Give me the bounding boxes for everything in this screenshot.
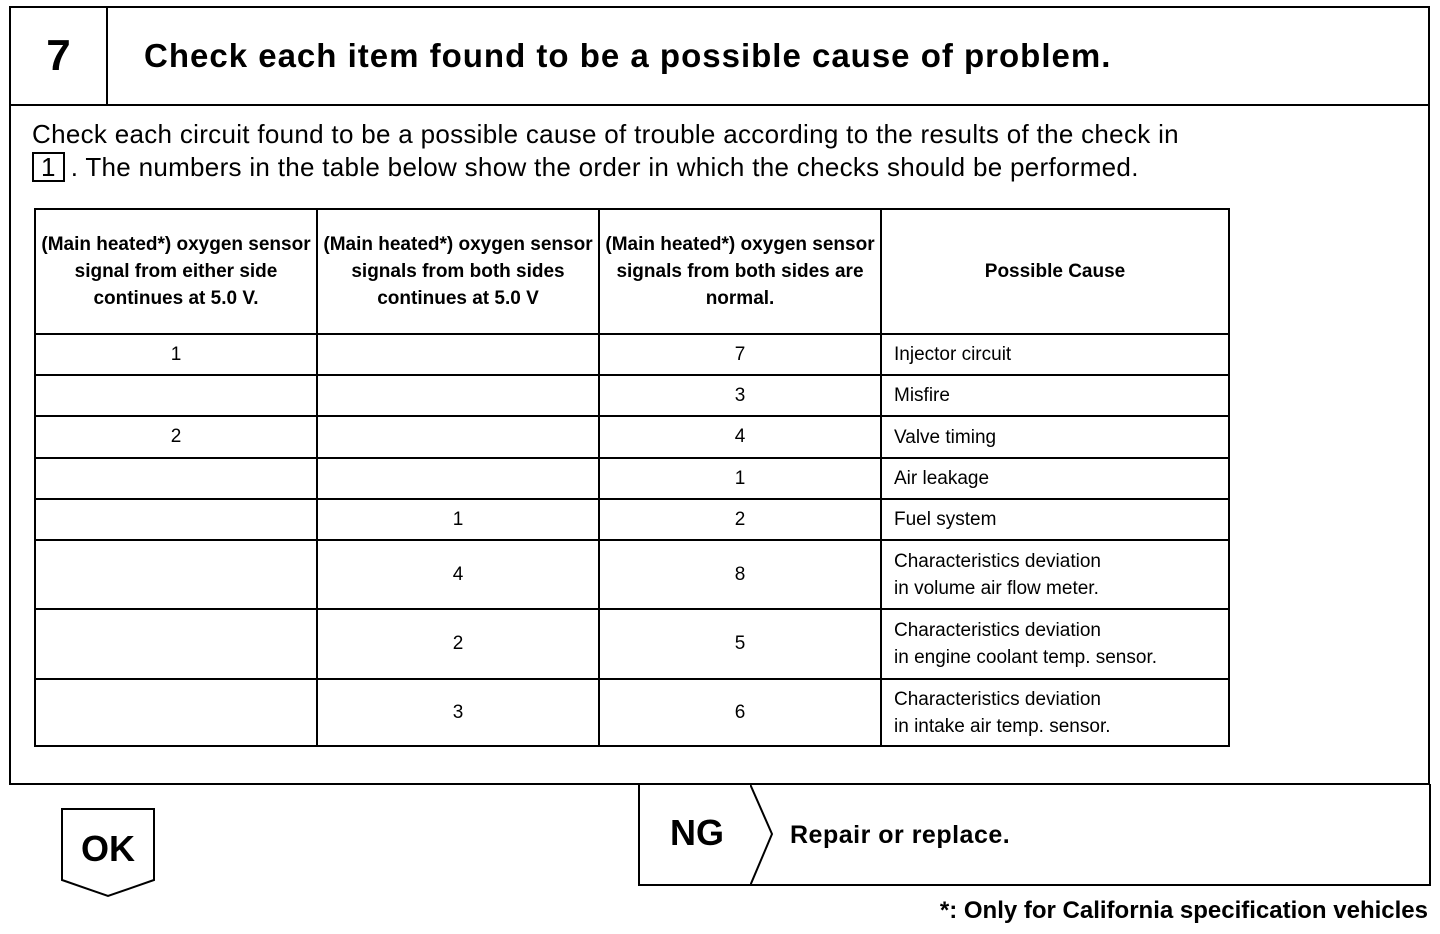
cell-both-sides-5v: 3 — [317, 679, 599, 746]
cause-line-1: Fuel system — [894, 509, 997, 530]
table-row — [35, 334, 1229, 375]
table-row — [35, 679, 1229, 746]
cell-possible-cause — [881, 499, 1229, 540]
table-row — [35, 609, 1229, 679]
table-row — [35, 499, 1229, 540]
cell-both-normal: 3 — [599, 375, 881, 416]
ng-label: NG — [670, 812, 724, 853]
cell-both-normal: 4 — [599, 416, 881, 458]
cell-both-sides-5v — [317, 375, 599, 416]
cause-line-2: in intake air temp. sensor. — [894, 715, 1111, 737]
cell-both-normal: 2 — [599, 499, 881, 540]
cell-both-sides-5v — [317, 416, 599, 458]
header-possible-cause: Possible Cause — [881, 209, 1229, 334]
cell-possible-cause — [881, 540, 1229, 609]
cell-possible-cause — [881, 458, 1229, 499]
table-row — [35, 540, 1229, 609]
cell-possible-cause — [881, 609, 1229, 679]
cell-both-sides-5v — [317, 334, 599, 375]
cell-both-normal: 8 — [599, 540, 881, 609]
cause-line-1: Characteristics deviation — [894, 620, 1101, 641]
cell-either-side — [35, 458, 317, 499]
header-either-side-5v: (Main heated*) oxygen sensor signal from either side continues at 5.0 V. — [35, 209, 317, 334]
ng-action-text: Repair or replace. — [790, 821, 1011, 849]
cause-line-1: Misfire — [894, 385, 950, 406]
cell-possible-cause — [881, 375, 1229, 416]
header-both-sides-5v: (Main heated*) oxygen sensor signals from both sides continues at 5.0 V — [317, 209, 599, 334]
instruction-text — [32, 118, 1412, 184]
cell-either-side: 2 — [35, 416, 317, 458]
cell-either-side — [35, 540, 317, 609]
cell-either-side: 1 — [35, 334, 317, 375]
cell-either-side — [35, 499, 317, 540]
cell-both-sides-5v: 4 — [317, 540, 599, 609]
ok-label: OK — [81, 828, 135, 869]
cause-line-1: Characteristics deviation — [894, 688, 1101, 710]
step-title: Check each item found to be a possible cause of problem. — [108, 8, 1428, 106]
cell-both-sides-5v — [317, 458, 599, 499]
cell-possible-cause — [881, 334, 1229, 375]
table-row — [35, 416, 1229, 458]
header-both-sides-normal: (Main heated*) oxygen sensor signals from both sides are normal. — [599, 209, 881, 334]
chevron-right-icon — [750, 784, 780, 886]
instruction-line-2: . The numbers in the table below show the order in which the checks should be performed. — [70, 152, 1139, 182]
possible-cause-table — [34, 208, 1230, 747]
step-reference-box: 1 — [32, 152, 65, 182]
cause-line-1: Characteristics deviation — [894, 550, 1101, 572]
ok-branch-marker — [61, 808, 155, 898]
cell-either-side — [35, 375, 317, 416]
cell-both-normal: 7 — [599, 334, 881, 375]
cell-both-sides-5v: 2 — [317, 609, 599, 679]
cause-line-2: in engine coolant temp. sensor. — [894, 647, 1158, 668]
cause-line-2: in volume air flow meter. — [894, 577, 1099, 599]
instruction-line-1: Check each circuit found to be a possible cause of trouble according to the results of the check in — [32, 119, 1179, 149]
cause-line-1: Valve timing — [894, 426, 997, 448]
table-header-row — [35, 209, 1229, 334]
cell-possible-cause — [881, 416, 1229, 458]
table-row — [35, 375, 1229, 416]
footnote: *: Only for California specification vehicles — [939, 897, 1428, 924]
cell-either-side — [35, 679, 317, 746]
table-row — [35, 458, 1229, 499]
cell-both-sides-5v: 1 — [317, 499, 599, 540]
cell-possible-cause — [881, 679, 1229, 746]
cell-both-normal: 1 — [599, 458, 881, 499]
ng-branch-box — [638, 784, 1431, 886]
cell-either-side — [35, 609, 317, 679]
cause-line-1: Air leakage — [894, 468, 990, 489]
cause-line-1: Injector circuit — [894, 344, 1012, 365]
step-number: 7 — [11, 8, 108, 106]
cell-both-normal: 6 — [599, 679, 881, 746]
cell-both-normal: 5 — [599, 609, 881, 679]
